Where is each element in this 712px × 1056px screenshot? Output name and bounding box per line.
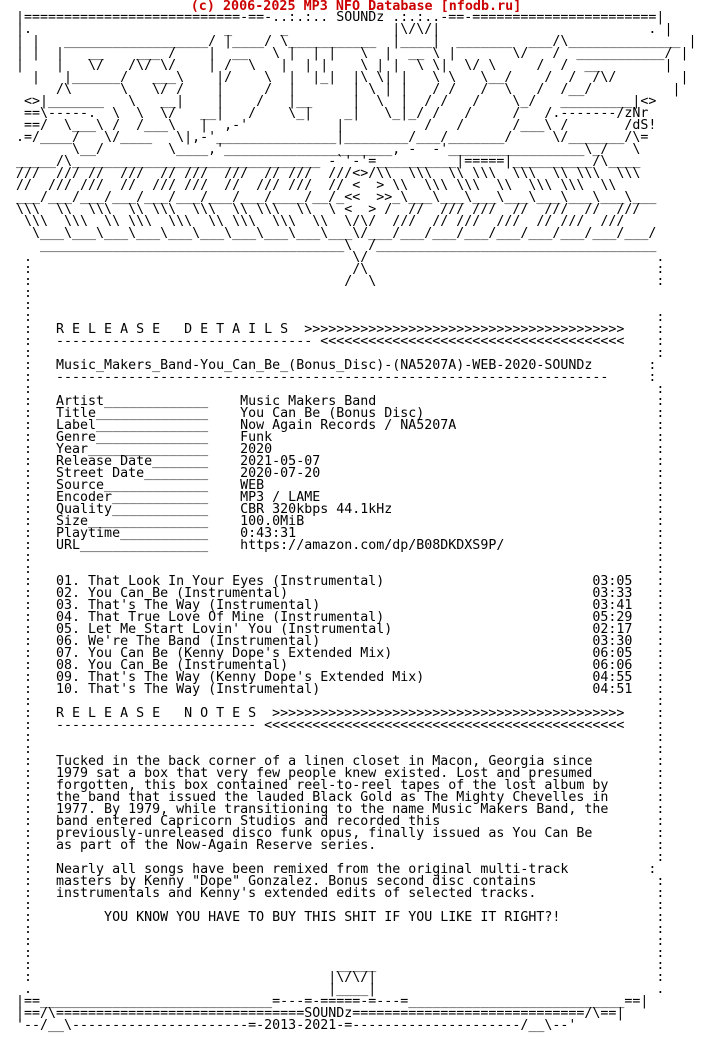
nfo-line: : Music_Makers_Band-You_Can_Be_(Bonus_Disc)-(NA5207A)-WEB-2020-SOUNDz : (16, 358, 657, 373)
nfo-line: /// /// // /// // /// /// // /// ///<>/\\ \\\ \\ \\\ \\\ \\ \\\ \\\ (16, 166, 641, 181)
nfo-line: : Street Date________ 2020-07-20 : (16, 466, 665, 481)
nfo-line: | |______/ ___\ |/ \ | |_| |\ \| | \ \ \__/ / / /\/ | (16, 70, 689, 85)
nfo-line: : 1977. By 1979, while transitioning to the name Music Makers Band, the : (16, 802, 665, 817)
nfo-line: ==/ \___\ / /___\ | ,-' | / / /___\ / /dS! (16, 118, 657, 133)
nfo-line: : : (16, 730, 665, 745)
site-header: (c) 2006-2025 MP3 NFO Database [nfodb.ru] (190, 0, 522, 14)
nfo-line: : : (16, 694, 665, 709)
nfo-line: '--/__\----------------------=-2013-2021-=---------------------/__\--' (16, 1018, 577, 1033)
nfo-line: : : (16, 742, 665, 757)
nfo-line: /\ \ \/ / | / | | \ | | / / / \ / /__/ | (16, 82, 681, 97)
nfo-line: \__/ \____,'_____________________, - -'_________________\_/ \ (16, 142, 641, 157)
nfo-line: |==/\===============================SOUNDz=============================/\==| (16, 1006, 625, 1021)
nfo-line: |. _ _ |\/\/| . | (16, 22, 673, 37)
nfo-line: : Quality____________ CBR 320kbps 44.1kHz : (16, 502, 665, 517)
nfo-line: : 03. That's The Way (Instrumental) 03:41 : (16, 598, 665, 613)
nfo-line: ______________________________________\ /___________________________________ (16, 238, 657, 253)
nfo-line: : _____ : (16, 958, 665, 973)
nfo-line: : 08. You Can Be (Instrumental) 06:06 : (16, 658, 665, 673)
nfo-line: : 02. You Can Be (Instrumental) 03:33 : (16, 586, 665, 601)
nfo-line: : Size_______________ 100.0MiB : (16, 514, 665, 529)
nfo-line: : the band that issued the lauded Black Gold as The Mighty Chevelles in : (16, 790, 665, 805)
nfo-line: : YOU KNOW YOU HAVE TO BUY THIS SHIT IF YOU LIKE IT RIGHT?! : (16, 910, 665, 925)
nfo-line: \\\ \\ \\\ \\ \\\ \\\ \\ \\\ \\ \ < > / // /// /// // /// // /// (16, 202, 641, 217)
nfo-line: : 01. That Look In Your Eyes (Instrumental) 03:05 : (16, 574, 665, 589)
nfo-line: \___\___\___\___\___\___\___\___\___\___\/___/___/___/___/___/___/___/___/___/ (16, 226, 657, 241)
nfo-line: : (16, 298, 33, 313)
nfo-line: \\\ \\\ \\ \\\ \\\ \\ \\\ \\\ \\ \/\/ /// // /// /// // /// /// (16, 214, 625, 229)
nfo-line: : 1979 sat a box that very few people knew existed. Lost and presumed : (16, 766, 665, 781)
nfo-line: : : (16, 946, 665, 961)
nfo-line: : Title______________ You Can Be (Bonus Disc) : (16, 406, 665, 421)
nfo-line: <>|_______ \ __| | / |__ | \ | / / / \_/ _________|<> (16, 94, 657, 109)
nfo-line: _____/\_______________________________ -`'-'=__________|=====|__________/\____ (16, 154, 641, 169)
nfo-line: ___/___/___/___/___/___/___/___/____/__/_<< >>_\___\___\___\___\___\___\___\___ (16, 190, 657, 205)
nfo-line: : : (16, 550, 665, 565)
nfo-line: : : (16, 922, 665, 937)
nfo-line: : Encoder____________ MP3 / LAME : (16, 490, 665, 505)
nfo-line: : : (16, 934, 665, 949)
nfo-line: : --------------------------------------------------------------------- : (16, 370, 657, 385)
nfo-line: : R E L E A S E D E T A I L S >>>>>>>>>>>>>>>>>>>>>>>>>>>>>>>>>>>>>>>> : (16, 322, 665, 337)
nfo-line: : instrumentals and Kenny's extended edits of selected tracks. : (16, 886, 665, 901)
nfo-line: : previously-unreleased disco funk opus, finally issued as You Can Be : (16, 826, 665, 841)
nfo-line: | | | __ ___ / | __ \ | | | \ | __ \ | \/ / ___________/ | (16, 46, 689, 61)
nfo-line: : : (16, 850, 665, 865)
nfo-line: : Nearly all songs have been remixed from the original multi-track : (16, 862, 657, 877)
nfo-line: : /\ : (16, 262, 665, 277)
nfo-line: | | __________________/ |____/ \___________ |____| _______ ___/\______________ | (16, 34, 697, 49)
nfo-line: : 05. Let Me Start Lovin' You (Instrumental) 02:17 : (16, 622, 665, 637)
nfo-line: : masters by Kenny "Dope" Gonzalez. Bonus second disc contains : (16, 874, 665, 889)
nfo-line: : Year_______________ 2020 : (16, 442, 665, 457)
nfo-line: |===========================-==-..:.:.. SOUNDz .:.:..-==-=======================| (16, 10, 665, 25)
nfo-line: : -------------------------------- <<<<<<<<<<<<<<<<<<<<<<<<<<<<<<<<<<<<<< : (16, 334, 665, 349)
nfo-line: ==\-----. \ \ \/ __| / \_| _| \_|_/ / / / /.-------/zNr (16, 106, 649, 121)
nfo-line: : Tucked in the back corner of a linen closet in Macon, Georgia since : (16, 754, 665, 769)
nfo-line: : forgotten, this box contained reel-to-reel tapes of the lost album by : (16, 778, 665, 793)
nfo-line: : (16, 286, 33, 301)
nfo-line: : 07. You Can Be (Kenny Dope's Extended Mix) 06:05 : (16, 646, 665, 661)
nfo-line: : : (16, 310, 665, 325)
nfo-line: : Playtime___________ 0:43:31 : (16, 526, 665, 541)
nfo-line: . \/ . (16, 250, 665, 265)
nfo-line: : as part of the Now-Again Reserve series. : (16, 838, 665, 853)
nfo-line: : Label______________ Now Again Records / NA5207A : (16, 418, 665, 433)
nfo-line: : Source_____________ WEB : (16, 478, 665, 493)
nfo-line: : band entered Capricorn Studios and recorded this : (16, 814, 665, 829)
nfo-line: : |\/\/| : (16, 970, 665, 985)
nfo-line: .=/____/ \/____ \|,-'_______________|________/___/_______/ \/_______/\= (16, 130, 649, 145)
nfo-line: : 09. That's The Way (Kenny Dope's Extended Mix) 04:55 : (16, 670, 665, 685)
nfo-line: : : (16, 898, 665, 913)
nfo-line: : 04. That True Love Of Mine (Instrumental) 05:29 : (16, 610, 665, 625)
nfo-line: |==_____________________________=---=-=====-=---=___________________________==| (16, 994, 649, 1009)
nfo-line: // /// /// // /// /// // /// /// // < > \\ \\\ \\\ \\ \\\ \\\ \\ (16, 178, 617, 193)
nfo-line: : Genre______________ Funk : (16, 430, 665, 445)
nfo-line: | | \/ /\/ \/ | / \ | | | \ | | \ \| \/ \ / / __ | (16, 58, 673, 73)
nfo-line: : R E L E A S E N O T E S >>>>>>>>>>>>>>>>>>>>>>>>>>>>>>>>>>>>>>>>>>>> : (16, 706, 665, 721)
nfo-text (16, 12, 696, 1032)
nfo-line: : / \ : (16, 274, 665, 289)
nfo-line: : URL________________ https://amazon.com/dp/B08DKDXS9P/ : (16, 538, 665, 553)
nfo-line: : 10. That's The Way (Instrumental) 04:51 : (16, 682, 665, 697)
nfo-line: : Release Date_______ 2021-05-07 : (16, 454, 665, 469)
nfo-line: : Artist_____________ Music Makers Band : (16, 394, 665, 409)
nfo-line: : : (16, 382, 665, 397)
nfo-line: : 06. We're The Band (Instrumental) 03:30 : (16, 634, 665, 649)
nfo-line: . |____| . (16, 982, 665, 997)
nfo-line: : : (16, 346, 665, 361)
nfo-line: : ------------------------- <<<<<<<<<<<<<<<<<<<<<<<<<<<<<<<<<<<<<<<<<<<<< : (16, 718, 665, 733)
nfo-line: : : (16, 562, 665, 577)
